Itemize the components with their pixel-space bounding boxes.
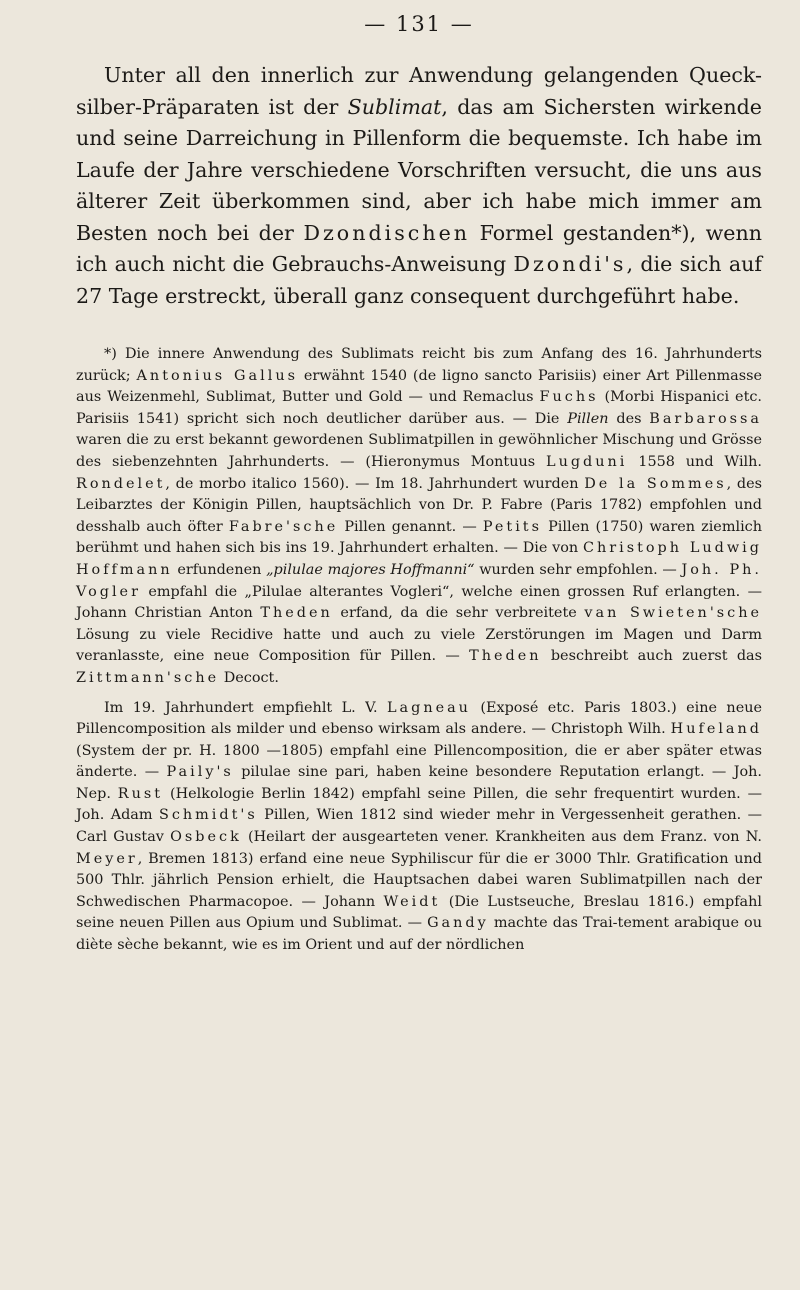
text-run: (System der pr. H. 1800 —1805) empfahl eine Pillencomposition, die er aber später etwas änderte. —: [76, 742, 762, 781]
spaced-name: Zittmann'sche: [76, 669, 220, 686]
text-run: Unter all den innerlich zur Anwendung gelangenden Queck-silber-Präparaten ist der: [76, 63, 762, 119]
text-run: (Helkologie Berlin 1842) empfahl seine Pillen, die sehr frequentirt wurden. — Joh. Adam: [76, 785, 762, 824]
footnote: [76, 344, 762, 957]
spaced-name: Antonius Gallus: [136, 367, 298, 384]
text-run: , Bremen 1813) erfand eine neue Syphiliscur für die er 3000 Thlr. Gratification und 500 Thlr. jährlich Pension erhielt, die Hauptsachen dabei waren Sublimatpillen nach der Schwedischen Pharmacopoe. — Johann: [76, 850, 762, 910]
spaced-name: Rust: [117, 785, 164, 802]
main-text: [76, 60, 762, 312]
footnote-separator: [76, 312, 762, 344]
text-run: erfundenen: [172, 561, 267, 578]
text-run: , die sich auf 27 Tage erstreckt, überall ganz consequent durchgeführt habe.: [76, 252, 762, 308]
spaced-name: Dzondi's: [513, 252, 627, 276]
spaced-name: Weidt: [383, 893, 441, 910]
main-paragraph: [76, 60, 762, 312]
spaced-name: Gandy: [427, 915, 489, 932]
spaced-name: Fabre'sche: [228, 518, 339, 535]
spaced-name: Schmidt's: [158, 807, 258, 824]
text-run: Formel gestanden*), wenn ich auch nicht die Gebrauchs-Anweisung: [76, 220, 762, 276]
text-run: des: [608, 410, 650, 427]
spaced-name: Theden: [260, 605, 333, 622]
footnote-paragraph-2: [76, 698, 762, 957]
spaced-name: Fuchs: [539, 389, 599, 406]
footnote-paragraph-1: [76, 344, 762, 690]
spaced-name: Meyer: [76, 850, 138, 867]
spaced-name: Lugduni: [546, 453, 628, 470]
spaced-name: Barbarossa: [649, 410, 762, 427]
text-run: Pillen, Wien 1812 sind wieder mehr in Vergessenheit gerathen. — Carl Gustav: [76, 807, 762, 846]
text-run: beschreibt auch zuerst das: [541, 648, 762, 665]
text-run: Im 19. Jahrhundert empfiehlt L. V.: [104, 699, 387, 716]
spaced-name: Osbeck: [170, 829, 242, 846]
spaced-name: Christoph Ludwig Hoffmann: [76, 540, 762, 578]
text-run: empfahl die „Pilulae alterantes Vogleri“, welche einen grossen Ruf erlangten. — Johann Christian Anton: [76, 583, 762, 622]
spaced-name: Rondelet: [76, 475, 166, 492]
text-run: Pillen (1750) waren ziemlich berühmt und hahen sich bis ins 19. Jahrhundert erhalten. — Die von: [76, 518, 762, 557]
text-run: erwähnt 1540 (de ligno sancto Parisiis) einer Art Pillenmasse aus Weizenmehl, Sublimat, Butter und Gold — und Remaclus: [76, 367, 763, 406]
spaced-name: van Swieten'sche: [584, 605, 762, 622]
spaced-name: Hufeland: [670, 721, 762, 738]
italic-term: „pilulae majores Hoffmanni“: [266, 561, 475, 578]
italic-term: Sublimat: [347, 94, 442, 119]
text-run: pilulae sine pari, haben keine besondere Reputation erlangt. — Joh. Nep.: [76, 764, 762, 802]
spaced-name: Dzondischen: [303, 220, 471, 245]
text-run: wurden sehr empfohlen. —: [474, 561, 682, 578]
text-run: Decoct.: [219, 669, 279, 686]
text-run: , des Leibarztes der Königin Pillen, hauptsächlich von Dr. P. Fabre (Paris 1782) empfohlen und desshalb auch öfter: [76, 475, 762, 535]
text-run: (Morbi Hispanici etc. Parisiis 1541) spricht sich noch deutlicher darüber aus. — Die: [76, 389, 762, 427]
text-run: machte das Trai-tement arabique ou diète sèche bekannt, wie es im Orient und auf der nördlichen: [76, 915, 762, 954]
text-run: waren die zu erst bekannt gewordenen Sublimatpillen in gewöhnlicher Mischung und Grösse des siebenzehnten Jahrhunderts. — (Hieronymus Montuus: [76, 432, 762, 470]
spaced-name: Lagneau: [386, 699, 471, 716]
page-number: — 131 —: [364, 12, 474, 36]
spaced-name: Paily's: [166, 764, 234, 781]
italic-term: Pillen: [567, 410, 609, 427]
text-run: (Exposé etc. Paris 1803.) eine neue Pillencomposition als milder und ebenso wirksam als andere. — Christoph Wilh.: [76, 699, 762, 738]
spaced-name: Petits: [482, 518, 542, 535]
text-run: erfand, da die sehr verbreitete: [332, 605, 585, 622]
text-run: Pillen genannt. —: [338, 518, 483, 535]
spaced-name: Joh. Ph. Vogler: [76, 561, 762, 600]
text-run: 1558 und Wilh.: [627, 453, 762, 470]
text-run: Lösung zu viele Recidive hatte und auch zu viele Zerstörungen im Magen und Darm veranlasste, eine neue Composition für Pillen. —: [76, 626, 762, 665]
text-run: , das am Sichersten wirkende und seine Darreichung in Pillenform die bequemste. Ich habe im Laufe der Jahre verschiedene Vorschriften versucht, die uns aus älterer Zeit überkommen sind, aber ich habe mich immer am Besten noch bei der: [76, 94, 762, 245]
text-run: (Die Lustseuche, Breslau 1816.) empfahl seine neuen Pillen aus Opium und Sublimat. —: [76, 893, 762, 932]
spaced-name: De la Sommes: [584, 475, 727, 492]
text-run: , de morbo italico 1560). — Im 18. Jahrhundert wurden: [165, 475, 585, 492]
spaced-name: Theden: [469, 648, 542, 665]
text-run: (Heilart der ausgearteten vener. Krankheiten aus dem Franz. von N.: [241, 829, 762, 846]
text-run: *) Die innere Anwendung des Sublimats reicht bis zum Anfang des 16. Jahrhunderts zurück;: [76, 346, 762, 384]
